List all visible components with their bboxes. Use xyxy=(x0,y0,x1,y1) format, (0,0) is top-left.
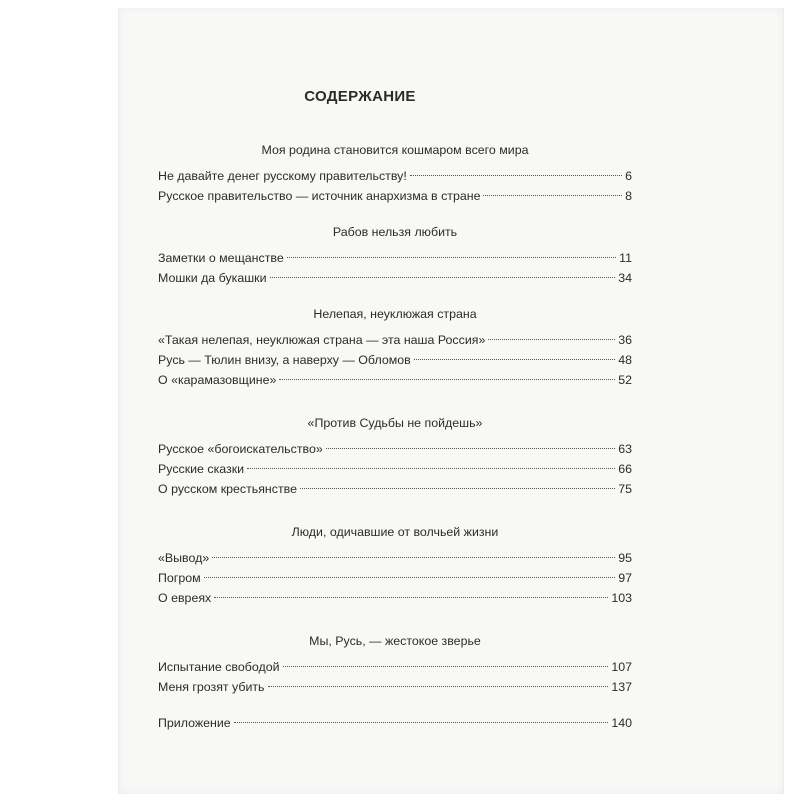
dot-leader xyxy=(414,359,615,360)
toc-entry xyxy=(158,330,632,350)
contents-title: СОДЕРЖАНИЕ xyxy=(304,88,416,105)
toc-entry xyxy=(158,350,632,370)
table-of-contents xyxy=(158,140,632,733)
entry-page: 34 xyxy=(618,271,632,285)
dot-leader xyxy=(326,448,615,449)
entry-page: 137 xyxy=(611,680,632,694)
toc-entry xyxy=(158,568,632,588)
dot-leader xyxy=(268,686,609,687)
dot-leader xyxy=(488,339,615,340)
entry-title: Испытание свободой xyxy=(158,660,280,674)
toc-entry xyxy=(158,588,632,608)
entry-title: Не давайте денег русскому правительству! xyxy=(158,169,407,183)
entry-title: Русское правительство — источник анархизма в стране xyxy=(158,189,481,203)
entry-title: Заметки о мещанстве xyxy=(158,251,284,265)
toc-entry xyxy=(158,166,632,186)
entry-title: Меня грозят убить xyxy=(158,680,265,694)
entry-page: 95 xyxy=(618,551,632,565)
toc-entry xyxy=(158,459,632,479)
section-heading: Моя родина становится кошмаром всего мира xyxy=(261,143,529,157)
entry-title: Русские сказки xyxy=(158,462,245,476)
entry-title: О «карамазовщине» xyxy=(158,373,277,387)
dot-leader xyxy=(287,257,616,258)
entry-page: 97 xyxy=(618,571,632,585)
toc-entry xyxy=(158,268,632,288)
entry-page: 66 xyxy=(618,462,632,476)
dot-leader xyxy=(300,488,615,489)
dot-leader xyxy=(483,195,622,196)
toc-entry xyxy=(158,186,632,206)
entry-page: 36 xyxy=(618,333,632,347)
toc-entry xyxy=(158,248,632,268)
dot-leader xyxy=(204,577,616,578)
toc-entry-appendix xyxy=(158,713,632,733)
toc-entry xyxy=(158,677,632,697)
dot-leader xyxy=(270,277,616,278)
dot-leader xyxy=(279,379,615,380)
entry-title: Приложение xyxy=(158,716,231,730)
dot-leader xyxy=(214,597,608,598)
entry-page: 11 xyxy=(619,251,632,265)
entry-title: О евреях xyxy=(158,591,212,605)
entry-title: Русь — Тюлин внизу, а наверху — Обломов xyxy=(158,353,411,367)
entry-title: О русском крестьянстве xyxy=(158,482,297,496)
entry-page: 8 xyxy=(625,189,632,203)
section-heading: «Против Судьбы не пойдешь» xyxy=(307,416,483,430)
dot-leader xyxy=(410,175,622,176)
section-heading: Рабов нельзя любить xyxy=(332,225,458,239)
entry-page: 63 xyxy=(618,442,632,456)
entry-title: Русское «богоискательство» xyxy=(158,442,323,456)
dot-leader xyxy=(212,557,615,558)
entry-page: 75 xyxy=(618,482,632,496)
toc-entry xyxy=(158,548,632,568)
dot-leader xyxy=(234,722,609,723)
entry-page: 107 xyxy=(611,660,632,674)
dot-leader xyxy=(283,666,609,667)
entry-title: Мошки да букашки xyxy=(158,271,267,285)
entry-title: Погром xyxy=(158,571,201,585)
toc-entry xyxy=(158,439,632,459)
toc-entry xyxy=(158,370,632,390)
entry-page: 6 xyxy=(625,169,632,183)
section-heading: Люди, одичавшие от волчьей жизни xyxy=(291,525,499,539)
toc-entry xyxy=(158,657,632,677)
entry-page: 103 xyxy=(611,591,632,605)
entry-page: 48 xyxy=(618,353,632,367)
toc-entry xyxy=(158,479,632,499)
entry-title: «Такая нелепая, неуклюжая страна — эта наша Россия» xyxy=(158,333,486,347)
dot-leader xyxy=(247,468,615,469)
section-heading: Нелепая, неуклюжая страна xyxy=(313,307,477,321)
section-heading: Мы, Русь, — жестокое зверье xyxy=(309,634,481,648)
entry-page: 140 xyxy=(611,716,632,730)
entry-page: 52 xyxy=(618,373,632,387)
entry-title: «Вывод» xyxy=(158,551,210,565)
